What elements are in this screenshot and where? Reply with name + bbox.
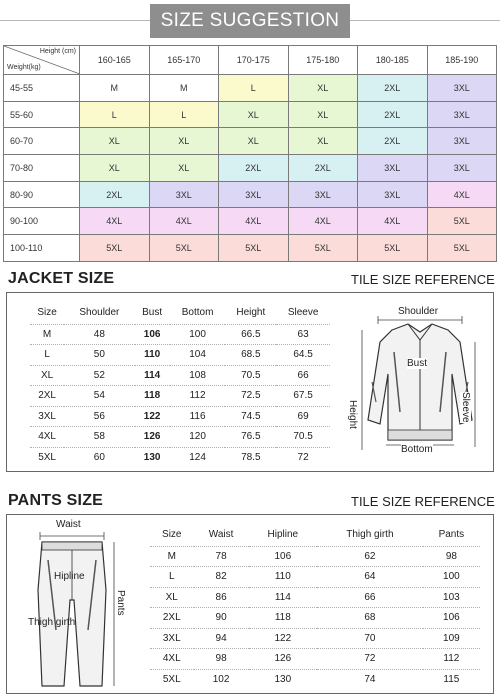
table-cell: 116 — [170, 406, 226, 427]
table-cell: 48 — [64, 324, 134, 345]
table-cell: 114 — [135, 365, 170, 386]
weight-cell: 80-90 — [4, 181, 80, 208]
table-cell: 130 — [249, 669, 317, 690]
size-cell: 4XL — [358, 208, 428, 235]
size-cell: 3XL — [219, 181, 289, 208]
table-cell: 104 — [170, 345, 226, 366]
size-cell: 3XL — [149, 181, 219, 208]
column-header: Height — [236, 307, 266, 319]
table-cell: 70.5 — [225, 365, 276, 386]
table-cell: 90 — [194, 608, 249, 629]
weight-cell: 45-55 — [4, 75, 80, 102]
table-row — [30, 386, 330, 407]
table-row — [30, 447, 330, 468]
table-row — [30, 427, 330, 448]
table-cell: 98 — [194, 649, 249, 670]
table-cell: 112 — [170, 386, 226, 407]
table-cell: 110 — [249, 567, 317, 588]
pants-reference-label: TILE SIZE REFERENCE — [351, 494, 495, 509]
jacket-bottom-label: Bottom — [401, 444, 433, 455]
size-cell: 5XL — [80, 235, 150, 262]
weight-cell: 60-70 — [4, 128, 80, 155]
table-cell: 69 — [276, 406, 330, 427]
table-row — [4, 181, 497, 208]
size-cell: XL — [149, 155, 219, 182]
table-cell: 106 — [423, 608, 480, 629]
table-cell: 74.5 — [225, 406, 276, 427]
column-header: Thigh girth — [346, 529, 394, 541]
table-cell: 4XL — [150, 649, 194, 670]
table-row — [4, 128, 497, 155]
size-cell: 4XL — [427, 181, 497, 208]
table-cell: 66.5 — [225, 324, 276, 345]
table-row — [150, 628, 480, 649]
table-cell: L — [150, 567, 194, 588]
table-cell: 126 — [135, 427, 170, 448]
table-cell: M — [150, 546, 194, 567]
weight-cell: 100-110 — [4, 235, 80, 262]
table-cell: 86 — [194, 587, 249, 608]
table-cell: 100 — [423, 567, 480, 588]
table-cell: XL — [30, 365, 64, 386]
jacket-shoulder-label: Shoulder — [398, 306, 439, 317]
size-cell: 2XL — [80, 181, 150, 208]
size-cell: 4XL — [80, 208, 150, 235]
size-cell: 4XL — [219, 208, 289, 235]
size-cell: M — [80, 75, 150, 102]
table-cell: 72 — [317, 649, 423, 670]
table-cell: 120 — [170, 427, 226, 448]
table-cell: 5XL — [150, 669, 194, 690]
table-cell: 56 — [64, 406, 134, 427]
table-cell: 54 — [64, 386, 134, 407]
table-cell: 66 — [317, 587, 423, 608]
table-row — [150, 567, 480, 588]
table-cell: 106 — [249, 546, 317, 567]
table-cell: 50 — [64, 345, 134, 366]
table-cell: L — [30, 345, 64, 366]
size-cell: 2XL — [219, 155, 289, 182]
size-cell: 3XL — [427, 101, 497, 128]
size-cell: L — [219, 75, 289, 102]
table-cell: 122 — [135, 406, 170, 427]
size-cell: XL — [288, 75, 358, 102]
height-header-cell: 160-165 — [80, 46, 150, 75]
column-header: Size — [162, 529, 182, 541]
table-row — [150, 608, 480, 629]
jacket-sleeve-label: Sleeve — [460, 392, 471, 423]
table-row — [30, 406, 330, 427]
height-header-cell: 175-180 — [288, 46, 358, 75]
table-cell: 72 — [276, 447, 330, 468]
size-cell: XL — [288, 101, 358, 128]
table-cell: XL — [150, 587, 194, 608]
height-axis-label: Height (cm) — [39, 48, 76, 55]
table-row — [150, 669, 480, 690]
table-cell: 4XL — [30, 427, 64, 448]
pants-thigh-label: Thigh girth — [28, 617, 76, 628]
size-cell: L — [149, 101, 219, 128]
table-cell: 2XL — [150, 608, 194, 629]
table-cell: 102 — [194, 669, 249, 690]
table-cell: 76.5 — [225, 427, 276, 448]
size-cell: 5XL — [427, 208, 497, 235]
column-header: Hipline — [267, 529, 299, 541]
column-header: Pants — [438, 529, 465, 541]
table-cell: 66 — [276, 365, 330, 386]
jacket-reference-label: TILE SIZE REFERENCE — [351, 272, 495, 287]
size-cell: 2XL — [358, 75, 428, 102]
table-cell: 70.5 — [276, 427, 330, 448]
jacket-size-table — [30, 302, 330, 468]
table-cell: 110 — [135, 345, 170, 366]
jacket-size-title: JACKET SIZE — [8, 270, 115, 287]
pants-size-table — [150, 524, 480, 690]
weight-cell: 70-80 — [4, 155, 80, 182]
table-row — [4, 208, 497, 235]
table-cell: 94 — [194, 628, 249, 649]
table-cell: 130 — [135, 447, 170, 468]
size-cell: 4XL — [149, 208, 219, 235]
table-cell: 114 — [249, 587, 317, 608]
table-cell: 70 — [317, 628, 423, 649]
table-cell: 64 — [317, 567, 423, 588]
table-row — [30, 345, 330, 366]
table-row — [150, 649, 480, 670]
table-cell: 64.5 — [276, 345, 330, 366]
pants-waist-label: Waist — [56, 519, 81, 530]
table-cell: 112 — [423, 649, 480, 670]
size-cell: 5XL — [427, 235, 497, 262]
table-cell: 68 — [317, 608, 423, 629]
table-cell: 60 — [64, 447, 134, 468]
size-cell: 3XL — [288, 181, 358, 208]
table-cell: 74 — [317, 669, 423, 690]
table-cell: 68.5 — [225, 345, 276, 366]
table-row — [4, 101, 497, 128]
size-cell: XL — [219, 128, 289, 155]
header-corner-cell — [4, 46, 80, 75]
table-cell: 118 — [249, 608, 317, 629]
table-row — [4, 155, 497, 182]
size-cell: XL — [80, 155, 150, 182]
table-cell: 118 — [135, 386, 170, 407]
table-cell: 67.5 — [276, 386, 330, 407]
table-row — [30, 365, 330, 386]
table-cell: 106 — [135, 324, 170, 345]
weight-cell: 90-100 — [4, 208, 80, 235]
size-cell: M — [149, 75, 219, 102]
size-cell: 3XL — [358, 155, 428, 182]
table-cell: 5XL — [30, 447, 64, 468]
table-cell: 108 — [170, 365, 226, 386]
size-suggestion-table — [3, 45, 497, 262]
pants-size-title: PANTS SIZE — [8, 492, 104, 509]
height-header-cell: 185-190 — [427, 46, 497, 75]
jacket-diagram — [350, 302, 485, 460]
table-row — [4, 235, 497, 262]
jacket-bust-label: Bust — [407, 358, 428, 369]
table-cell: 63 — [276, 324, 330, 345]
weight-cell: 55-60 — [4, 101, 80, 128]
table-row — [150, 546, 480, 567]
table-cell: 3XL — [150, 628, 194, 649]
table-cell: 124 — [170, 447, 226, 468]
table-cell: 78 — [194, 546, 249, 567]
size-cell: 3XL — [358, 181, 428, 208]
table-cell: 100 — [170, 324, 226, 345]
table-cell: 115 — [423, 669, 480, 690]
table-cell: 58 — [64, 427, 134, 448]
column-header: Bust — [142, 307, 163, 319]
jacket-height-label: Height — [347, 400, 358, 429]
column-header: Bottom — [181, 307, 214, 319]
table-cell: 78.5 — [225, 447, 276, 468]
size-cell: 3XL — [427, 128, 497, 155]
size-cell: 3XL — [427, 75, 497, 102]
table-cell: 2XL — [30, 386, 64, 407]
column-header: Sleeve — [287, 307, 319, 319]
size-cell: 2XL — [358, 128, 428, 155]
table-cell: 62 — [317, 546, 423, 567]
size-cell: 5XL — [288, 235, 358, 262]
table-cell: 126 — [249, 649, 317, 670]
height-header-cell: 180-185 — [358, 46, 428, 75]
pants-hipline-label: Hipline — [54, 571, 85, 582]
size-cell: 3XL — [427, 155, 497, 182]
pants-length-label: Pants — [115, 590, 126, 616]
table-cell: 98 — [423, 546, 480, 567]
table-cell: 3XL — [30, 406, 64, 427]
size-cell: 5XL — [149, 235, 219, 262]
height-header-cell: 165-170 — [149, 46, 219, 75]
height-header-cell: 170-175 — [219, 46, 289, 75]
size-cell: 2XL — [358, 101, 428, 128]
table-cell: 52 — [64, 365, 134, 386]
table-cell: 72.5 — [225, 386, 276, 407]
size-cell: L — [80, 101, 150, 128]
table-cell: 82 — [194, 567, 249, 588]
table-row — [4, 75, 497, 102]
size-cell: XL — [149, 128, 219, 155]
table-row — [30, 324, 330, 345]
table-cell: 122 — [249, 628, 317, 649]
size-cell: XL — [80, 128, 150, 155]
table-cell: 103 — [423, 587, 480, 608]
size-cell: 5XL — [219, 235, 289, 262]
column-header: Shoulder — [79, 307, 120, 319]
size-cell: XL — [288, 128, 358, 155]
size-cell: 4XL — [288, 208, 358, 235]
banner-title: SIZE SUGGESTION — [150, 4, 350, 38]
size-cell: 2XL — [288, 155, 358, 182]
table-cell: 109 — [423, 628, 480, 649]
weight-axis-label: Weight(kg) — [7, 64, 41, 71]
column-header: Size — [37, 307, 57, 319]
size-cell: XL — [219, 101, 289, 128]
table-row — [150, 587, 480, 608]
size-cell: 5XL — [358, 235, 428, 262]
column-header: Waist — [208, 529, 234, 541]
table-cell: M — [30, 324, 64, 345]
